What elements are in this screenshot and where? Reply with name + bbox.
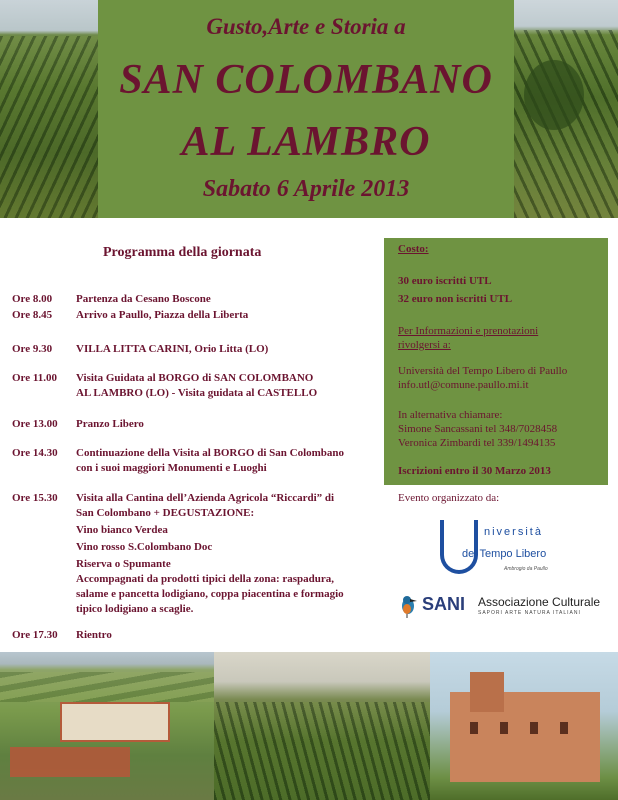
program-desc: Pranzo Libero: [76, 418, 144, 430]
cost-label: Costo:: [398, 243, 429, 255]
cost-members: 30 euro iscritti UTL: [398, 275, 492, 287]
contact-label-1: Per Informazioni e prenotazioni: [398, 325, 539, 337]
program-item: [12, 308, 377, 323]
sani-logo-line2: SAPORI ARTE NATURA ITALIANI: [478, 610, 581, 616]
program-time: Ore 17.30: [12, 629, 58, 641]
program-time: Ore 8.45: [12, 309, 53, 321]
program-time: Ore 13.00: [12, 418, 58, 430]
title-line-1: Gusto,Arte e Storia a: [206, 14, 406, 39]
program-desc: AL LAMBRO (LO) - Visita guidata al CASTELLO: [76, 387, 318, 399]
alt-contact-2: Veronica Zimbardi tel 339/1494135: [398, 437, 556, 449]
program-item: [12, 371, 377, 401]
program-time: Ore 11.00: [12, 372, 58, 384]
program-desc: Arrivo a Paullo, Piazza della Liberta: [76, 309, 249, 321]
program-item: [12, 491, 377, 617]
title-line-3: AL LAMBRO: [181, 119, 431, 165]
program-item: [12, 417, 377, 432]
program-item: [12, 342, 377, 357]
villa-aerial-photo: [0, 652, 214, 800]
program-time: Ore 14.30: [12, 447, 58, 459]
ute-logo-line1: niversità: [484, 526, 543, 538]
kingfisher-icon: [398, 594, 418, 618]
header-banner: [0, 0, 618, 218]
sani-logo: [398, 592, 608, 622]
program-time: Ore 9.30: [12, 343, 53, 355]
contact-label-2: rivolgersi a:: [398, 339, 451, 351]
alt-contact-label: In alternativa chiamare:: [398, 409, 503, 421]
program-item: [12, 628, 377, 643]
program-desc: con i suoi maggiori Monumenti e Luoghi: [76, 462, 267, 474]
program-item: [12, 446, 377, 476]
program-desc: Riserva o Spumante: [76, 558, 171, 570]
program-desc: Rientro: [76, 629, 112, 641]
program-item: [12, 292, 377, 307]
sani-logo-line1: Associazione Culturale: [478, 595, 601, 609]
program-desc: VILLA LITTA CARINI, Orio Litta (LO): [76, 343, 269, 355]
program-desc: Accompagnati da prodotti tipici della zona: raspadura,: [76, 573, 335, 585]
ute-logo-line2: del Tempo Libero: [462, 548, 547, 560]
info-box: [384, 238, 608, 485]
event-date: Sabato 6 Aprile 2013: [202, 176, 410, 202]
program-time: Ore 8.00: [12, 293, 53, 305]
title-line-2: SAN COLOMBANO: [119, 57, 493, 103]
organizer-email[interactable]: info.utl@comune.paullo.mi.it: [398, 379, 529, 391]
program-desc: Visita Guidata al BORGO di SAN COLOMBANO: [76, 372, 314, 384]
organized-by-label: Evento organizzato da:: [398, 492, 500, 504]
program-desc: Continuazione della Visita al BORGO di San Colombano: [76, 447, 345, 459]
cost-non-members: 32 euro non iscritti UTL: [398, 293, 513, 305]
program-desc: Partenza da Cesano Boscone: [76, 293, 211, 305]
program-desc: Vino bianco Verdea: [76, 524, 168, 536]
ute-logo-line3: Ambrogio da Paullo: [504, 566, 548, 572]
organizer-name: Università del Tempo Libero di Paullo: [398, 365, 568, 377]
alt-contact-1: Simone Sancassani tel 348/7028458: [398, 423, 558, 435]
program-desc: tipico lodigiano a scaglie.: [76, 603, 194, 615]
vineyard-photo-right: [514, 0, 618, 218]
program-desc: Visita alla Cantina dell’Azienda Agricola “Riccardi” di: [76, 492, 335, 504]
vineyard-hill-photo: [214, 652, 430, 800]
vineyard-photo-left: [0, 0, 98, 218]
registration-deadline: Iscrizioni entro il 30 Marzo 2013: [398, 465, 551, 477]
program-title: Programma della giornata: [103, 245, 262, 260]
program-desc: Vino rosso S.Colombano Doc: [76, 541, 213, 553]
u-letter-icon: [440, 520, 478, 574]
castle-photo: [430, 652, 618, 800]
ute-logo: [440, 520, 560, 580]
program-desc: salame e pancetta lodigiano, coppa piacentina e formagio: [76, 588, 344, 600]
sani-logo-word: SANI: [422, 594, 466, 614]
program-time: Ore 15.30: [12, 492, 58, 504]
title-panel: [98, 0, 514, 218]
program-desc: San Colombano + DEGUSTAZIONE:: [76, 507, 255, 519]
